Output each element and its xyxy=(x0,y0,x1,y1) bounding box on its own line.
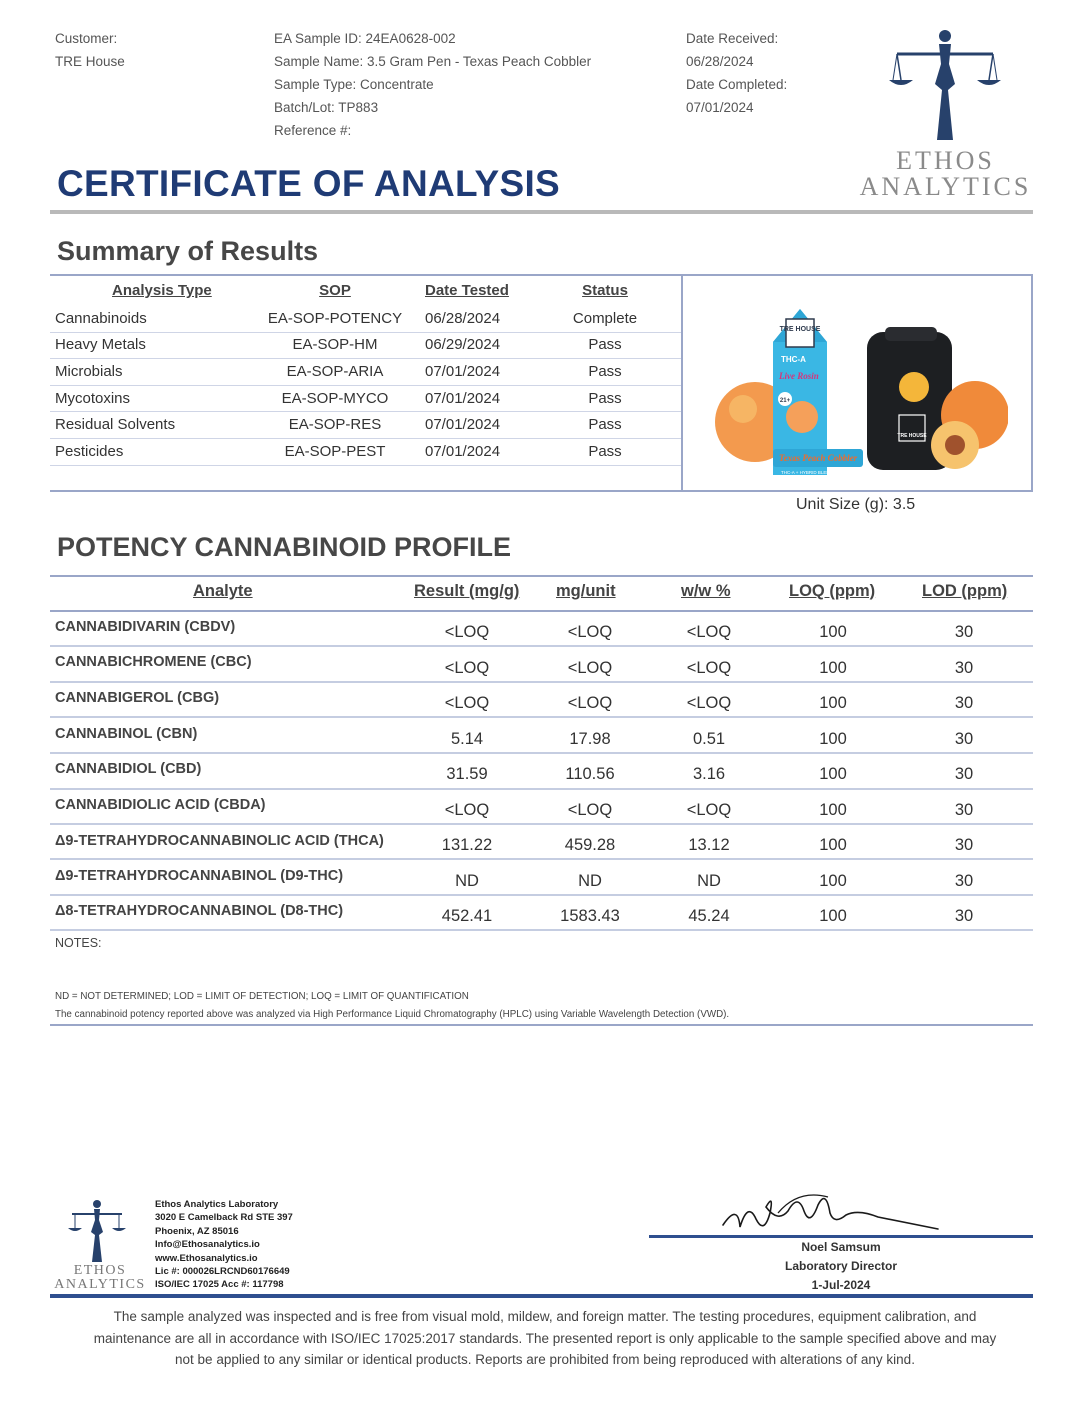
box-blend-text: THC-A + HYBRID BLEND xyxy=(781,470,833,475)
reference-number: Reference #: xyxy=(274,123,352,138)
analyte-result: <LOQ xyxy=(444,694,490,712)
potency-header-result: Result (mg/g) xyxy=(414,582,520,600)
product-box xyxy=(773,309,863,475)
summary-cell-date: 07/01/2024 xyxy=(425,416,501,433)
analyte-result: 31.59 xyxy=(446,765,488,783)
summary-cell-date: 07/01/2024 xyxy=(425,443,501,460)
small-logo-line-ethos: ETHOS xyxy=(73,1263,127,1278)
potency-header-loq: LOQ (ppm) xyxy=(789,582,876,600)
analyte-name: CANNABICHROMENE (CBC) xyxy=(55,654,252,670)
analyte-lod: 30 xyxy=(954,730,974,748)
footer-divider xyxy=(50,1294,1033,1298)
analyte-name: Δ9-TETRAHYDROCANNABINOL (D9-THC) xyxy=(55,868,344,884)
summary-cell-analysis: Cannabinoids xyxy=(55,310,147,327)
summary-cell-sop: EA-SOP-HM xyxy=(292,336,378,353)
analyte-loq: 100 xyxy=(819,659,847,677)
title-divider xyxy=(50,210,1033,214)
analyte-mg-unit: <LOQ xyxy=(567,659,613,677)
analyte-mg-unit: 1583.43 xyxy=(560,907,620,925)
lab-email[interactable]: Info@Ethosanalytics.io xyxy=(155,1239,260,1251)
summary-cell-status: Pass xyxy=(588,363,622,380)
device-brand-text: TRE HOUSE xyxy=(897,433,927,439)
potency-row-line xyxy=(50,752,1033,754)
analyte-ww: <LOQ xyxy=(686,623,732,641)
analyte-lod: 30 xyxy=(954,801,974,819)
summary-cell-date: 07/01/2024 xyxy=(425,363,501,380)
analyte-name: CANNABIDIVARIN (CBDV) xyxy=(55,619,236,635)
signature-line xyxy=(649,1235,1033,1238)
lab-name: Ethos Analytics Laboratory xyxy=(155,1199,279,1210)
analyte-loq: 100 xyxy=(819,836,847,854)
potency-header-lod: LOD (ppm) xyxy=(922,582,1008,600)
potency-row-line xyxy=(50,716,1033,718)
summary-cell-status: Complete xyxy=(572,310,638,327)
sample-type: Sample Type: Concentrate xyxy=(274,77,434,92)
lab-website[interactable]: www.Ethosanalytics.io xyxy=(155,1252,258,1264)
disclaimer-line-3: not be applied to any similar or identical products. Reports are prohibited from being reproduced with alterations of any kind. xyxy=(175,1352,915,1367)
lab-info xyxy=(155,1198,293,1292)
summary-cell-sop: EA-SOP-POTENCY xyxy=(267,310,403,327)
analyte-lod: 30 xyxy=(954,623,974,641)
disclaimer-line-2: maintenance are all in accordance with ISO/IEC 17025:2017 standards. The presented report is only applicable to the sample specified above and may xyxy=(93,1330,997,1346)
analyte-loq: 100 xyxy=(819,872,847,890)
analyte-name: Δ9-TETRAHYDROCANNABINOLIC ACID (THCA) xyxy=(55,833,384,849)
summary-cell-sop: EA-SOP-PEST xyxy=(284,443,386,460)
box-flavor-text: Texas Peach Cobbler xyxy=(779,453,858,463)
analyte-ww: <LOQ xyxy=(686,801,732,819)
potency-title: POTENCY CANNABINOID PROFILE xyxy=(57,532,512,562)
box-brand-text: TRE HOUSE xyxy=(779,326,821,333)
summary-cell-status: Pass xyxy=(588,443,622,460)
lab-address-1: 3020 E Camelback Rd STE 397 xyxy=(155,1212,293,1224)
analyte-mg-unit: <LOQ xyxy=(567,623,613,641)
director-role: Laboratory Director xyxy=(784,1259,898,1273)
analyte-ww: 45.24 xyxy=(688,907,730,925)
analyte-mg-unit: ND xyxy=(578,872,602,890)
summary-row xyxy=(50,332,681,359)
summary-header-status: Status xyxy=(582,282,628,299)
summary-cell-analysis: Microbials xyxy=(55,363,123,380)
summary-title: Summary of Results xyxy=(57,236,319,266)
analyte-lod: 30 xyxy=(954,694,974,712)
analyte-mg-unit: 110.56 xyxy=(565,765,615,783)
potency-header-line xyxy=(50,610,1033,612)
analyte-lod: 30 xyxy=(954,907,974,925)
analyte-loq: 100 xyxy=(819,730,847,748)
summary-cell-status: Pass xyxy=(588,416,622,433)
analyte-mg-unit: <LOQ xyxy=(567,694,613,712)
summary-cell-date: 06/29/2024 xyxy=(425,336,501,353)
analyte-mg-unit: 17.98 xyxy=(569,730,611,748)
ethos-analytics-logo-text xyxy=(858,148,1033,200)
small-logo-text xyxy=(52,1264,148,1292)
method-footnote: The cannabinoid potency reported above was analyzed via High Performance Liquid Chromatography (HPLC) using Variable Wavelength Detection (VWD). xyxy=(55,1009,730,1020)
analyte-ww: ND xyxy=(697,872,721,890)
analyte-loq: 100 xyxy=(819,801,847,819)
summary-cell-analysis: Residual Solvents xyxy=(55,416,176,433)
analyte-name: Δ8-TETRAHYDROCANNABINOL (D8-THC) xyxy=(55,903,344,919)
analyte-lod: 30 xyxy=(954,836,974,854)
product-image xyxy=(707,287,1008,487)
potency-row-line xyxy=(50,823,1033,825)
potency-row-line xyxy=(50,645,1033,647)
summary-header-analysis-type: Analysis Type xyxy=(112,282,212,299)
box-age-text: 21+ xyxy=(779,398,791,404)
summary-cell-date: 06/28/2024 xyxy=(425,310,501,327)
analyte-result: 452.41 xyxy=(441,907,493,925)
date-received: 06/28/2024 xyxy=(686,54,754,69)
summary-header-row xyxy=(50,278,681,305)
director-name: Noel Samsum xyxy=(801,1240,881,1254)
analyte-result: ND xyxy=(455,872,479,890)
batch-lot: Batch/Lot: TP883 xyxy=(274,100,379,115)
dates-block xyxy=(686,27,787,119)
disclaimer-line-1: The sample analyzed was inspected and is free from visual mold, mildew, and foreign matter. The testing procedures, equipment calibration, and xyxy=(113,1309,977,1324)
potency-row-line xyxy=(50,681,1033,683)
summary-row xyxy=(50,359,681,386)
summary-column-divider xyxy=(681,274,683,492)
analyte-mg-unit: 459.28 xyxy=(564,836,616,854)
date-completed-label: Date Completed: xyxy=(686,77,788,92)
date-completed: 07/01/2024 xyxy=(686,100,754,115)
analyte-ww: 13.12 xyxy=(688,836,730,854)
date-received-label: Date Received: xyxy=(686,31,779,46)
summary-right-border xyxy=(1031,274,1033,492)
analyte-lod: 30 xyxy=(954,872,974,890)
summary-row xyxy=(50,439,681,466)
small-lady-justice-logo-icon xyxy=(68,1198,126,1264)
analyte-result: <LOQ xyxy=(444,801,490,819)
customer-block xyxy=(55,27,125,73)
analyte-loq: 100 xyxy=(819,765,847,783)
analyte-result: <LOQ xyxy=(444,659,490,677)
summary-row xyxy=(50,386,681,413)
potency-header-mg-unit: mg/unit xyxy=(556,582,616,600)
lab-address-2: Phoenix, AZ 85016 xyxy=(155,1225,239,1237)
summary-cell-sop: EA-SOP-RES xyxy=(288,416,382,433)
director-signature xyxy=(718,1183,943,1238)
sample-id: EA Sample ID: 24EA0628-002 xyxy=(274,31,456,46)
sample-block xyxy=(274,27,591,142)
summary-row-line xyxy=(50,465,681,466)
summary-row xyxy=(50,306,681,333)
analyte-ww: 0.51 xyxy=(692,730,726,748)
unit-size: Unit Size (g): 3.5 xyxy=(796,496,916,513)
analyte-lod: 30 xyxy=(954,659,974,677)
sample-name: Sample Name: 3.5 Gram Pen - Texas Peach Cobbler xyxy=(274,54,592,69)
notes-bottom-line xyxy=(50,1024,1033,1026)
box-thca-text: THC-A xyxy=(781,355,806,364)
logo-line-ethos: ETHOS xyxy=(896,146,995,175)
summary-cell-status: Pass xyxy=(588,336,622,353)
customer-name: TRE House xyxy=(55,54,125,69)
analyte-loq: 100 xyxy=(819,907,847,925)
analyte-lod: 30 xyxy=(954,765,974,783)
summary-row xyxy=(50,412,681,439)
small-logo-line-analytics: ANALYTICS xyxy=(54,1277,146,1292)
analyte-name: CANNABIDIOL (CBD) xyxy=(55,761,202,777)
analyte-mg-unit: <LOQ xyxy=(567,801,613,819)
analyte-ww: <LOQ xyxy=(686,659,732,677)
lady-justice-logo-icon xyxy=(885,24,1005,144)
lab-iso: ISO/IEC 17025 Acc #: 117798 xyxy=(155,1279,284,1291)
summary-cell-date: 07/01/2024 xyxy=(425,390,501,407)
device-screen xyxy=(899,372,929,402)
certificate-title: CERTIFICATE OF ANALYSIS xyxy=(57,163,561,204)
potency-row-line xyxy=(50,788,1033,790)
analyte-result: 131.22 xyxy=(441,836,493,854)
potency-row-line xyxy=(50,929,1033,931)
analyte-result: <LOQ xyxy=(444,623,490,641)
analyte-name: CANNABIDIOLIC ACID (CBDA) xyxy=(55,797,266,813)
signature-date: 1-Jul-2024 xyxy=(811,1278,871,1292)
analyte-name: CANNABIGEROL (CBG) xyxy=(55,690,220,706)
summary-header-sop: SOP xyxy=(319,282,351,299)
analyte-loq: 100 xyxy=(819,694,847,712)
summary-cell-analysis: Pesticides xyxy=(55,443,124,460)
potency-header-ww: w/w % xyxy=(681,582,731,600)
disclaimer xyxy=(50,1306,1040,1371)
potency-table-top-line xyxy=(50,575,1033,577)
analyte-ww: <LOQ xyxy=(686,694,732,712)
customer-label: Customer: xyxy=(55,31,118,46)
summary-cell-analysis: Mycotoxins xyxy=(55,390,131,407)
box-live-rosin-text: Live Rosin xyxy=(779,371,819,381)
analyte-result: 5.14 xyxy=(450,730,484,748)
summary-cell-sop: EA-SOP-ARIA xyxy=(286,363,384,380)
analyte-name: CANNABINOL (CBN) xyxy=(55,726,198,742)
summary-cell-analysis: Heavy Metals xyxy=(55,336,146,353)
summary-cell-sop: EA-SOP-MYCO xyxy=(281,390,389,407)
analyte-ww: 3.16 xyxy=(692,765,726,783)
potency-header-analyte: Analyte xyxy=(193,582,253,600)
summary-cell-status: Pass xyxy=(588,390,622,407)
notes-label: NOTES: xyxy=(55,936,102,950)
potency-row-line xyxy=(50,858,1033,860)
analyte-loq: 100 xyxy=(819,623,847,641)
potency-row-line xyxy=(50,894,1033,896)
summary-header-date-tested: Date Tested xyxy=(425,282,509,299)
abbreviations-footnote: ND = NOT DETERMINED; LOD = LIMIT OF DETECTION; LOQ = LIMIT OF QUANTIFICATION xyxy=(55,991,469,1002)
logo-line-analytics: ANALYTICS xyxy=(859,172,1032,201)
lab-license: Lic #: 000026LRCND60176649 xyxy=(155,1266,290,1278)
